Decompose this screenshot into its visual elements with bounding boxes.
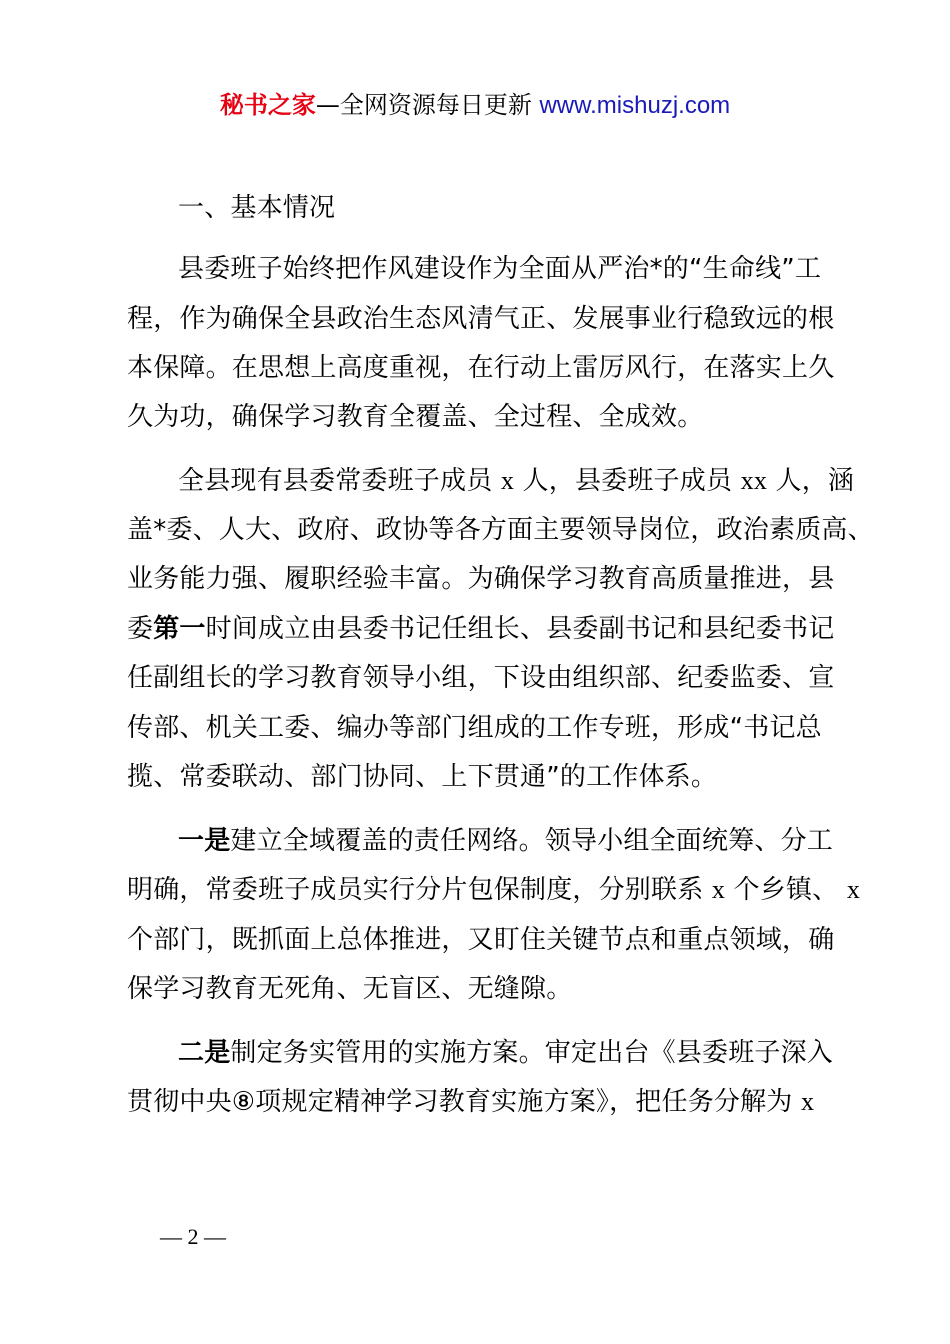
bold-lead: 二是 bbox=[178, 1038, 231, 1068]
text-segment: 贯彻中央⑧项规定精神学习教育实施方案》，把任务分解为 bbox=[127, 1087, 793, 1117]
paragraph-2-line-2: 盖*委、人大、政府、政协等各方面主要领导岗位，政治素质高、 bbox=[127, 515, 874, 545]
placeholder-x: x bbox=[846, 875, 861, 904]
text-segment: 建立全域覆盖的责任网络。领导小组全面统筹、分工 bbox=[230, 826, 834, 856]
paragraph-1-line-2: 程，作为确保全县政治生态风清气正、发展事业行稳致远的根 bbox=[127, 304, 835, 334]
paragraph-4-line-2 bbox=[127, 1084, 814, 1120]
page-number: — 2 — bbox=[160, 1224, 226, 1249]
paragraph-1-line-1: 县委班子始终把作风建设作为全面从严治*的“生命线”工 bbox=[178, 254, 822, 284]
paragraph-4-line-1 bbox=[178, 1035, 833, 1071]
paragraph-2-line-7: 揽、常委联动、部门协同、上下贯通”的工作体系。 bbox=[127, 762, 718, 792]
placeholder-x: x bbox=[500, 466, 515, 495]
paragraph-2-line-1 bbox=[178, 463, 854, 499]
text-segment: 个乡镇、 bbox=[733, 875, 839, 905]
text-segment: 全县现有县委常委班子成员 bbox=[178, 466, 493, 496]
paragraph-2-line-6: 传部、机关工委、编办等部门组成的工作专班，形成“书记总 bbox=[127, 713, 822, 743]
text-segment: 委 bbox=[127, 614, 154, 644]
paragraph-3-line-1 bbox=[178, 823, 833, 859]
paragraph-3-line-3: 个部门，既抓面上总体推进，又盯住关键节点和重点领域，确 bbox=[127, 925, 835, 955]
text-segment: 人，涵 bbox=[775, 466, 855, 496]
text-segment: 人，县委班子成员 bbox=[522, 466, 733, 496]
brand-name: 秘书之家 bbox=[219, 91, 316, 119]
paragraph-2-line-3: 业务能力强、履职经验丰富。为确保学习教育高质量推进，县 bbox=[127, 564, 835, 594]
text-segment: 时间成立由县委书记任组长、县委副书记和县纪委书记 bbox=[205, 614, 835, 644]
paragraph-2-line-4 bbox=[127, 611, 834, 647]
text-segment: 制定务实管用的实施方案。审定出台《县委班子深入 bbox=[230, 1038, 834, 1068]
bold-emphasis: 第一 bbox=[153, 614, 206, 644]
paragraph-1-line-3: 本保障。在思想上高度重视，在行动上雷厉风行，在落实上久 bbox=[127, 353, 835, 383]
paragraph-2-line-5: 任副组长的学习教育领导小组，下设由组织部、纪委监委、宣 bbox=[127, 663, 835, 693]
text-segment: 明确，常委班子成员实行分片包保制度，分别联系 bbox=[127, 875, 704, 905]
paragraph-3-line-2 bbox=[127, 872, 860, 908]
section-heading: 一、基本情况 bbox=[178, 193, 336, 223]
site-url[interactable]: www.mishuzj.com bbox=[539, 92, 731, 119]
paragraph-3-line-4: 保学习教育无死角、无盲区、无缝隙。 bbox=[127, 974, 573, 1004]
placeholder-xx: xx bbox=[740, 466, 768, 495]
placeholder-x: x bbox=[711, 875, 726, 904]
site-banner bbox=[0, 88, 950, 123]
paragraph-1-line-4: 久为功，确保学习教育全覆盖、全过程、全成效。 bbox=[127, 402, 704, 432]
banner-slogan: —全网资源每日更新 bbox=[315, 91, 540, 119]
bold-lead: 一是 bbox=[178, 826, 231, 856]
placeholder-x: x bbox=[800, 1087, 815, 1116]
